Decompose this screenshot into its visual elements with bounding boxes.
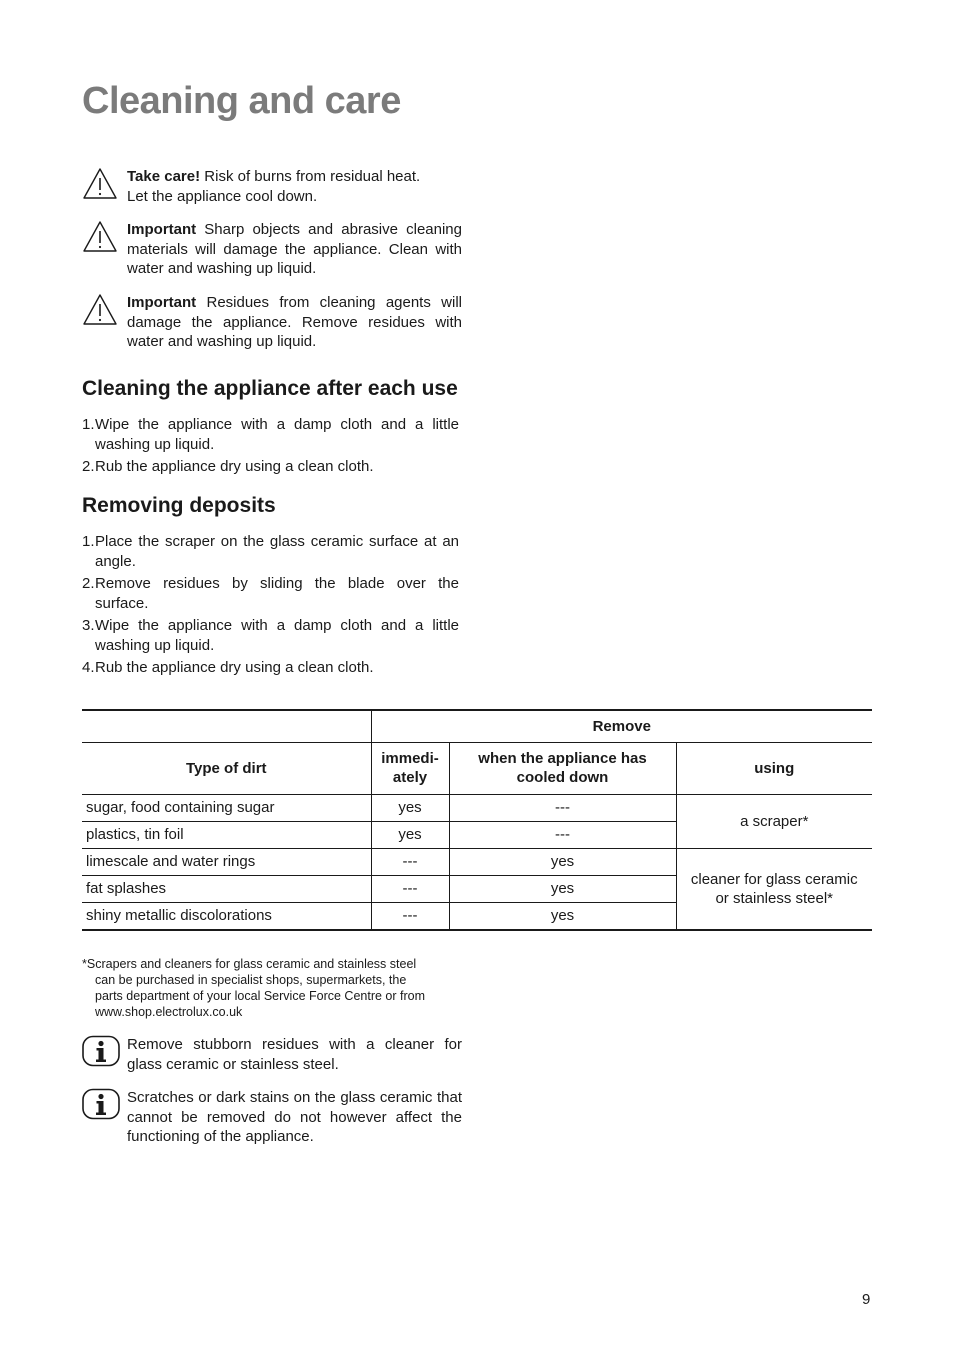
- page-number: 9: [862, 1291, 871, 1308]
- table-cell-cooled: yes: [449, 875, 676, 902]
- removing-deposits-steps: [82, 532, 459, 681]
- warning-text: Take care! Risk of burns from residual heat. Let the appliance cool down.: [127, 168, 421, 205]
- table-cell-type: plastics, tin foil: [82, 821, 371, 848]
- table-cell-type: limescale and water rings: [82, 848, 371, 875]
- footnote: *Scrapers and cleaners for glass ceramic and stainless steel can be purchased in specialist shops, supermarkets, the parts department of your local Service Force Centre or from www.shop.electrolux.co.uk: [82, 956, 462, 1020]
- table-header-using: using: [676, 742, 872, 794]
- table-cell-immediately: ---: [371, 875, 449, 902]
- dirt-removal-table: [82, 709, 872, 931]
- section-heading-removing-deposits: Removing deposits: [82, 494, 276, 517]
- table-cell-cooled: ---: [449, 821, 676, 848]
- footnote-url: www.shop.electrolux.co.uk: [95, 1005, 243, 1019]
- list-item: 2. Rub the appliance dry using a clean cloth.: [82, 458, 374, 475]
- info-icon: [82, 1088, 120, 1120]
- info-note-stubborn-residues: [82, 1035, 462, 1074]
- warning-triangle-icon: [82, 293, 118, 327]
- table-cell-using: cleaner for glass ceramic or stainless steel*: [676, 848, 872, 930]
- table-cell-type: sugar, food containing sugar: [82, 794, 371, 821]
- warning-triangle-icon: [82, 220, 118, 254]
- table-cell-immediately: ---: [371, 848, 449, 875]
- warning-residues: [82, 293, 462, 352]
- table-cell-cooled: yes: [449, 848, 676, 875]
- list-item: 1. Wipe the appliance with a damp cloth and a little washing up liquid.: [82, 416, 459, 453]
- list-item: 4. Rub the appliance dry using a clean cloth.: [82, 659, 374, 676]
- list-item: 3. Wipe the appliance with a damp cloth and a little washing up liquid.: [82, 617, 459, 654]
- warning-text: Important Residues from cleaning agents will damage the appliance. Remove residues with water and washing up liquid.: [127, 294, 462, 350]
- table-header-remove: Remove: [371, 710, 872, 742]
- table-cell-immediately: yes: [371, 821, 449, 848]
- table-header-empty: [82, 710, 371, 742]
- table-cell-type: fat splashes: [82, 875, 371, 902]
- warning-text: Important Sharp objects and abrasive cleaning materials will damage the appliance. Clean with water and washing up liquid.: [127, 221, 462, 277]
- table-row: [82, 848, 872, 875]
- table-cell-cooled: yes: [449, 902, 676, 930]
- section-heading-after-use: Cleaning the appliance after each use: [82, 377, 458, 400]
- table-cell-using: a scraper*: [676, 794, 872, 848]
- table-header-immediately: immedi- ately: [371, 742, 449, 794]
- info-text: Scratches or dark stains on the glass ceramic that cannot be removed do not however affect the functioning of the appliance.: [127, 1089, 462, 1145]
- warning-sharp-objects: [82, 220, 462, 279]
- table-cell-immediately: ---: [371, 902, 449, 930]
- warning-triangle-icon: [82, 167, 118, 201]
- info-note-scratches: [82, 1088, 462, 1147]
- info-text: Remove stubborn residues with a cleaner for glass ceramic or stainless steel.: [127, 1036, 462, 1073]
- list-item: 2. Remove residues by sliding the blade over the surface.: [82, 575, 459, 612]
- warning-burns: [82, 167, 462, 206]
- info-icon: [82, 1035, 120, 1067]
- table-header-cooled: when the appliance has cooled down: [449, 742, 676, 794]
- page-title: Cleaning and care: [82, 80, 401, 122]
- table-header-type: Type of dirt: [82, 742, 371, 794]
- table-cell-immediately: yes: [371, 794, 449, 821]
- after-use-steps: [82, 415, 459, 480]
- list-item: 1. Place the scraper on the glass ceramic surface at an angle.: [82, 533, 459, 570]
- table-cell-cooled: ---: [449, 794, 676, 821]
- table-row: [82, 794, 872, 821]
- table-cell-type: shiny metallic discolorations: [82, 902, 371, 930]
